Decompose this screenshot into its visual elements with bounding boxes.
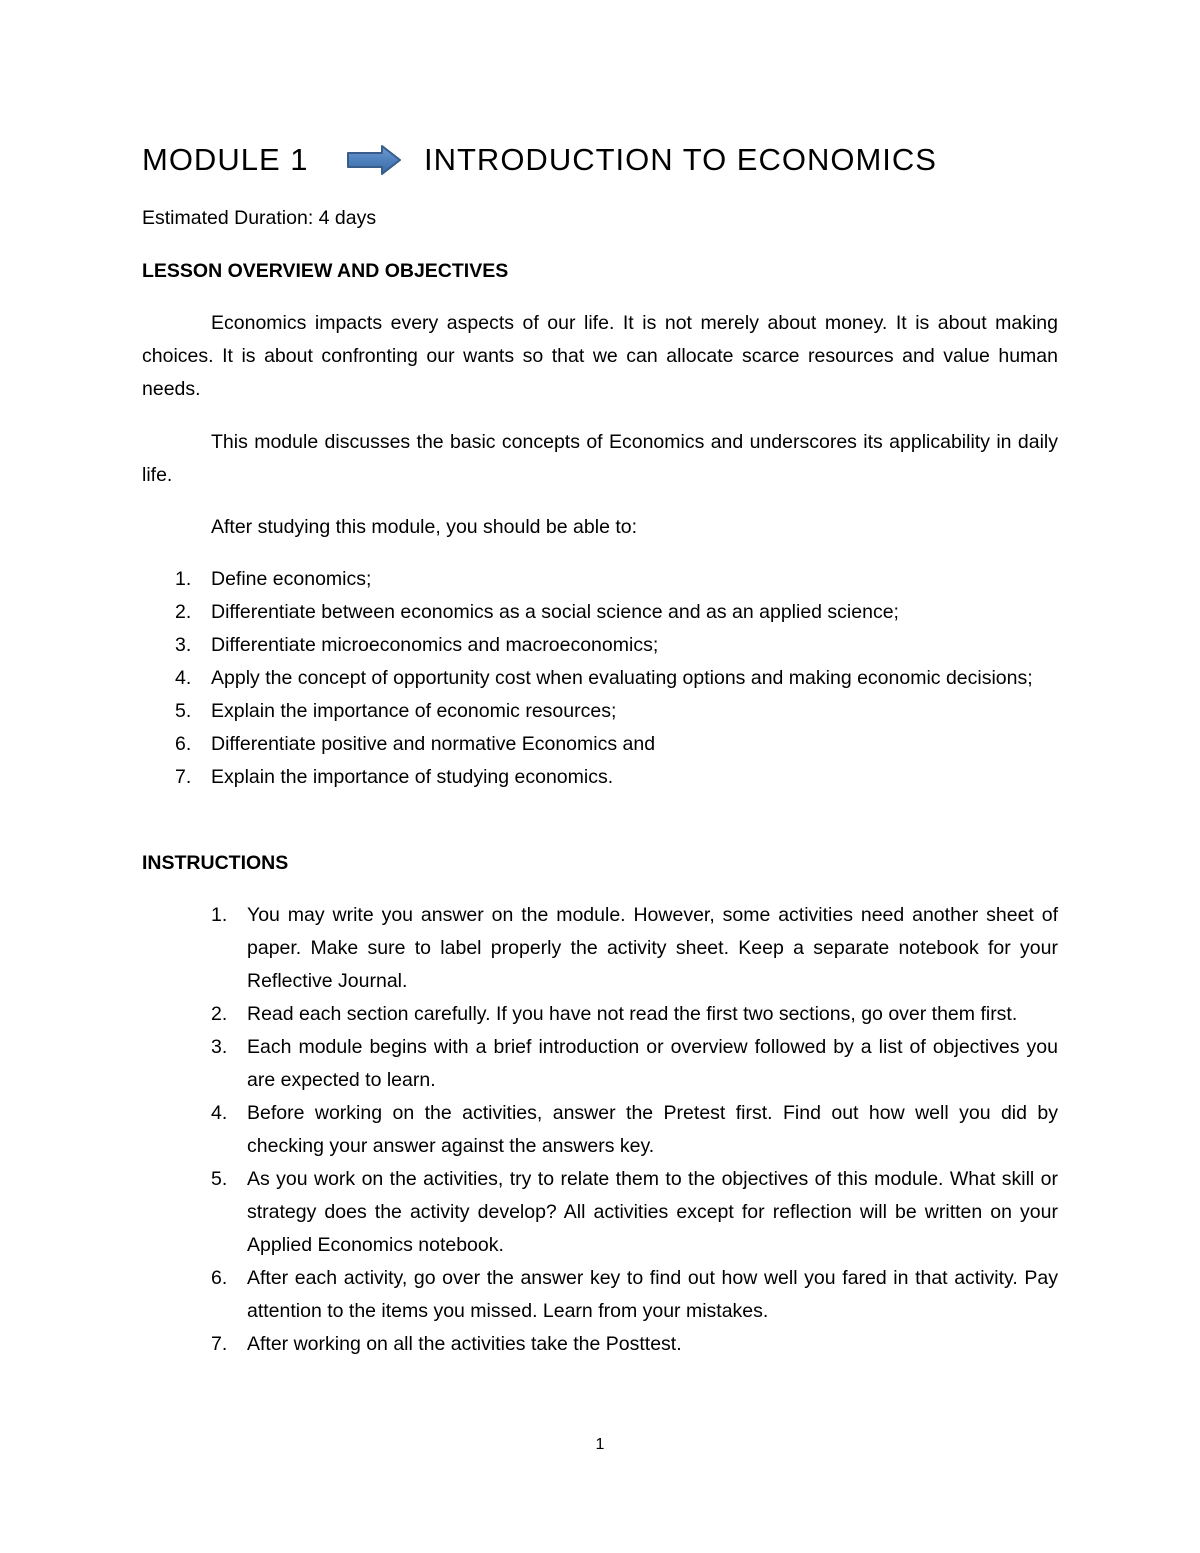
list-number: 2. — [175, 601, 192, 623]
list-number: 6. — [211, 1267, 228, 1289]
list-number: 5. — [211, 1168, 228, 1190]
objective-item — [175, 662, 1058, 695]
list-number: 7. — [211, 1333, 228, 1355]
objective-text: Define economics; — [211, 568, 372, 590]
list-number: 1. — [175, 568, 192, 590]
overview-paragraph-3: After studying this module, you should be able to: — [211, 516, 638, 538]
estimated-duration: Estimated Duration: 4 days — [142, 207, 377, 229]
list-number: 4. — [175, 667, 192, 689]
module-title: INTRODUCTION TO ECONOMICS — [424, 142, 937, 177]
list-number: 3. — [175, 634, 192, 656]
list-number: 5. — [175, 700, 192, 722]
list-number: 3. — [211, 1036, 228, 1058]
objective-item — [175, 728, 1058, 761]
objective-text: Apply the concept of opportunity cost when evaluating options and making economic decisions; — [211, 667, 1033, 689]
instruction-text: You may write you answer on the module. However, some activities need another sheet of paper. Make sure to label properly the activity sheet. Keep a separate notebook for your Reflective Journal. — [247, 904, 1058, 992]
instruction-item — [211, 1262, 1058, 1328]
list-number: 2. — [211, 1003, 228, 1025]
objective-text: Differentiate microeconomics and macroeconomics; — [211, 634, 659, 656]
objective-text: Differentiate positive and normative Economics and — [211, 733, 656, 755]
objective-item — [175, 761, 1058, 794]
objective-item — [175, 563, 1058, 596]
instructions-list — [211, 899, 1058, 1361]
objective-item — [175, 596, 1058, 629]
objective-item — [175, 695, 1058, 728]
objectives-list — [175, 563, 1058, 794]
instruction-item — [211, 1097, 1058, 1163]
instruction-item — [211, 899, 1058, 998]
instruction-text: Each module begins with a brief introduction or overview followed by a list of objectives you are expected to learn. — [247, 1036, 1058, 1091]
instruction-item — [211, 1328, 1058, 1361]
page-number: 1 — [595, 1436, 605, 1453]
instruction-text: Read each section carefully. If you have not read the first two sections, go over them first. — [247, 1003, 1018, 1025]
instructions-heading: INSTRUCTIONS — [142, 852, 289, 874]
list-number: 7. — [175, 766, 192, 788]
objective-text: Explain the importance of studying economics. — [211, 766, 614, 788]
overview-paragraph-1: Economics impacts every aspects of our life. It is not merely about money. It is about making choices. It is about confronting our wants so that we can allocate scarce resources and value human needs. — [142, 312, 1058, 400]
module-header — [142, 140, 1042, 180]
module-label: MODULE 1 — [142, 142, 309, 177]
right-arrow-icon — [346, 144, 402, 176]
overview-paragraph-2: This module discusses the basic concepts of Economics and underscores its applicability in daily life. — [142, 431, 1058, 486]
overview-heading: LESSON OVERVIEW AND OBJECTIVES — [142, 260, 509, 282]
instruction-item — [211, 998, 1058, 1031]
instruction-text: Before working on the activities, answer the Pretest first. Find out how well you did by checking your answer against the answers key. — [247, 1102, 1058, 1157]
instruction-item — [211, 1031, 1058, 1097]
instruction-text: As you work on the activities, try to relate them to the objectives of this module. What skill or strategy does the activity develop? All activities except for reflection will be written on your Applied Economics notebook. — [247, 1168, 1058, 1256]
objective-item — [175, 629, 1058, 662]
objective-text: Differentiate between economics as a social science and as an applied science; — [211, 601, 899, 623]
instruction-text: After each activity, go over the answer key to find out how well you fared in that activity. Pay attention to the items you missed. Learn from your mistakes. — [247, 1267, 1058, 1322]
list-number: 6. — [175, 733, 192, 755]
instruction-text: After working on all the activities take the Posttest. — [247, 1333, 682, 1355]
instruction-item — [211, 1163, 1058, 1262]
list-number: 4. — [211, 1102, 228, 1124]
list-number: 1. — [211, 904, 228, 926]
objective-text: Explain the importance of economic resources; — [211, 700, 617, 722]
